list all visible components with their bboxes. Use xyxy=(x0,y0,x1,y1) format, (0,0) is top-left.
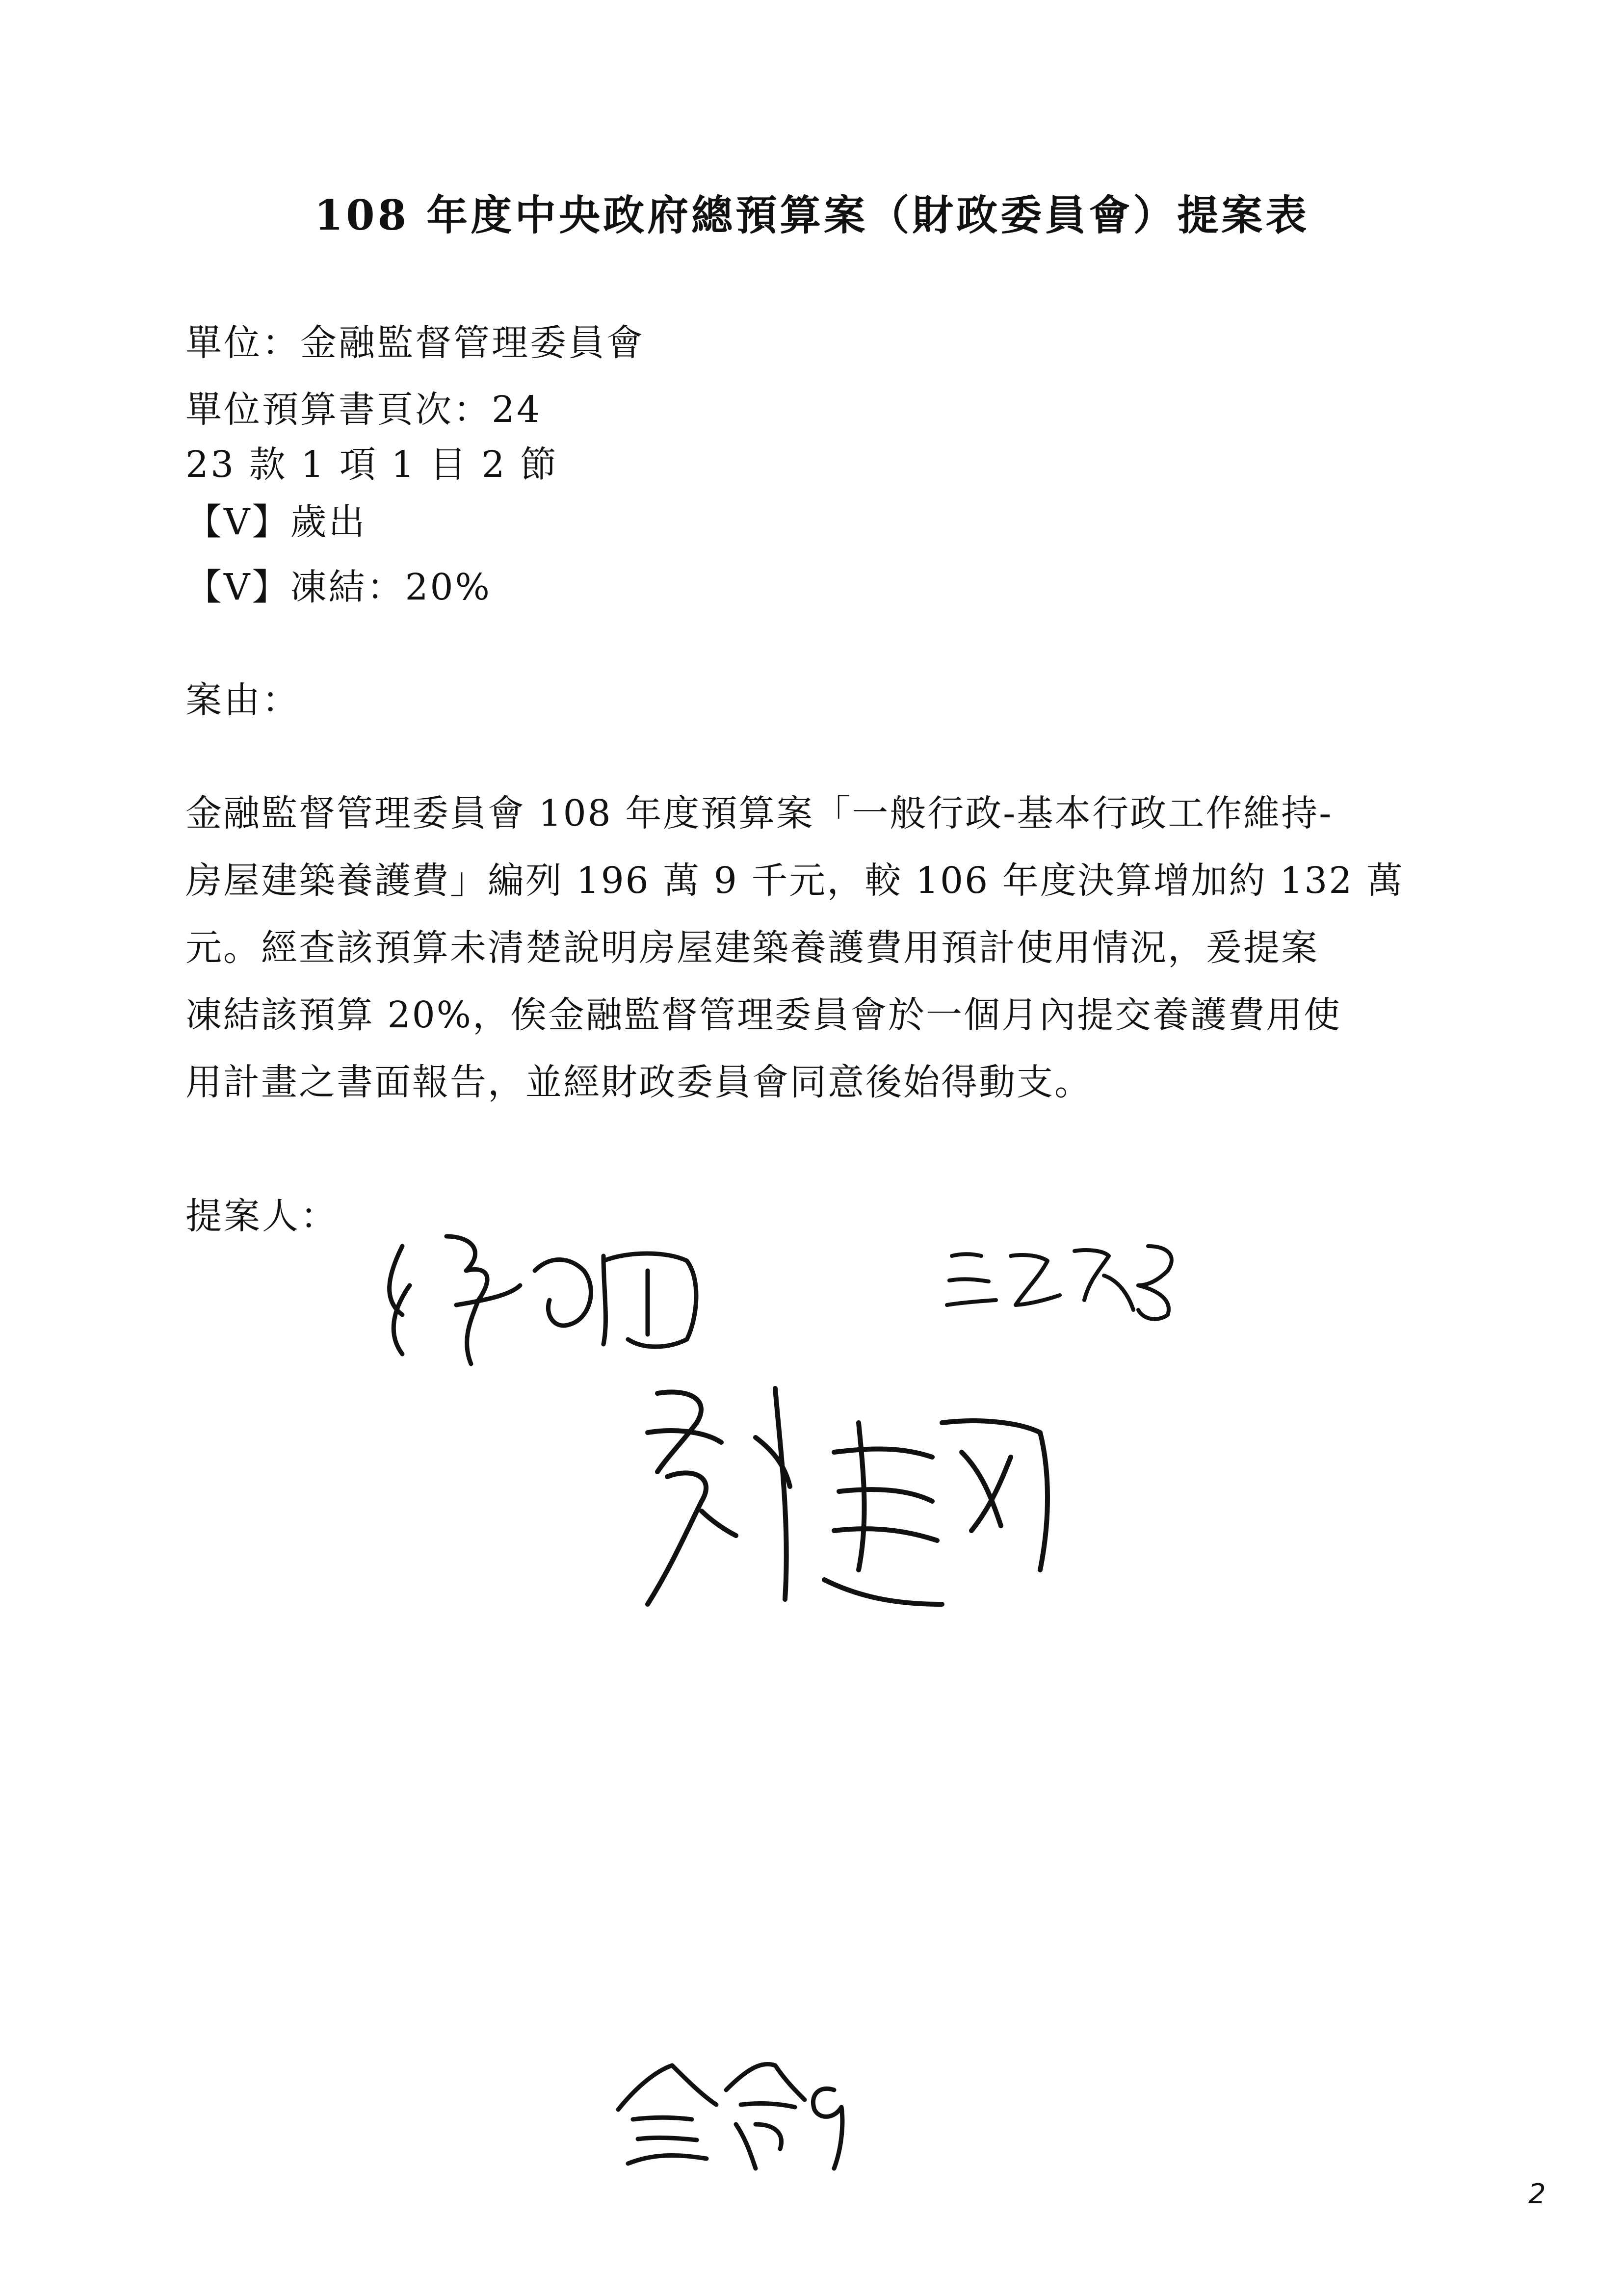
signature-3 xyxy=(628,1374,1070,1639)
reason-line: 凍結該預算 20%，俟金融監督管理委員會於一個月內提交養護費用使 xyxy=(185,994,1341,1036)
handwritten-mark xyxy=(603,2051,868,2178)
document-title: 108 年度中央政府總預算案（財政委員會）提案表 xyxy=(314,191,1310,239)
item-code-line: 23 款 1 項 1 目 2 節 xyxy=(185,444,559,486)
freeze-label: 凍結：20% xyxy=(290,566,492,608)
proposer-label: 提案人： xyxy=(185,1195,339,1237)
reason-label: 案由： xyxy=(185,679,300,721)
expenditure-label: 歲出 xyxy=(290,501,367,543)
page-number: 2 xyxy=(1528,2178,1546,2210)
unit-line: 單位：金融監督管理委員會 xyxy=(185,322,645,364)
reason-paragraph xyxy=(185,780,1451,1116)
budget-page-line: 單位預算書頁次：24 xyxy=(185,389,542,431)
checkbox-expenditure: 【V】 xyxy=(185,501,290,543)
reason-line: 元。經查該預算未清楚說明房屋建築養護費用預計使用情況，爰提案 xyxy=(185,927,1319,969)
reason-line: 金融監督管理委員會 108 年度預算案「一般行政-基本行政工作維持- xyxy=(185,792,1333,835)
reason-line: 用計畫之書面報告，並經財政委員會同意後始得動支。 xyxy=(185,1061,1092,1103)
signature-2 xyxy=(942,1226,1217,1325)
expenditure-check-line xyxy=(185,493,367,545)
freeze-check-line xyxy=(185,558,492,610)
signature-1 xyxy=(373,1217,814,1379)
checkbox-freeze: 【V】 xyxy=(185,566,290,608)
reason-line: 房屋建築養護費」編列 196 萬 9 千元，較 106 年度決算增加約 132 萬 xyxy=(185,860,1404,902)
